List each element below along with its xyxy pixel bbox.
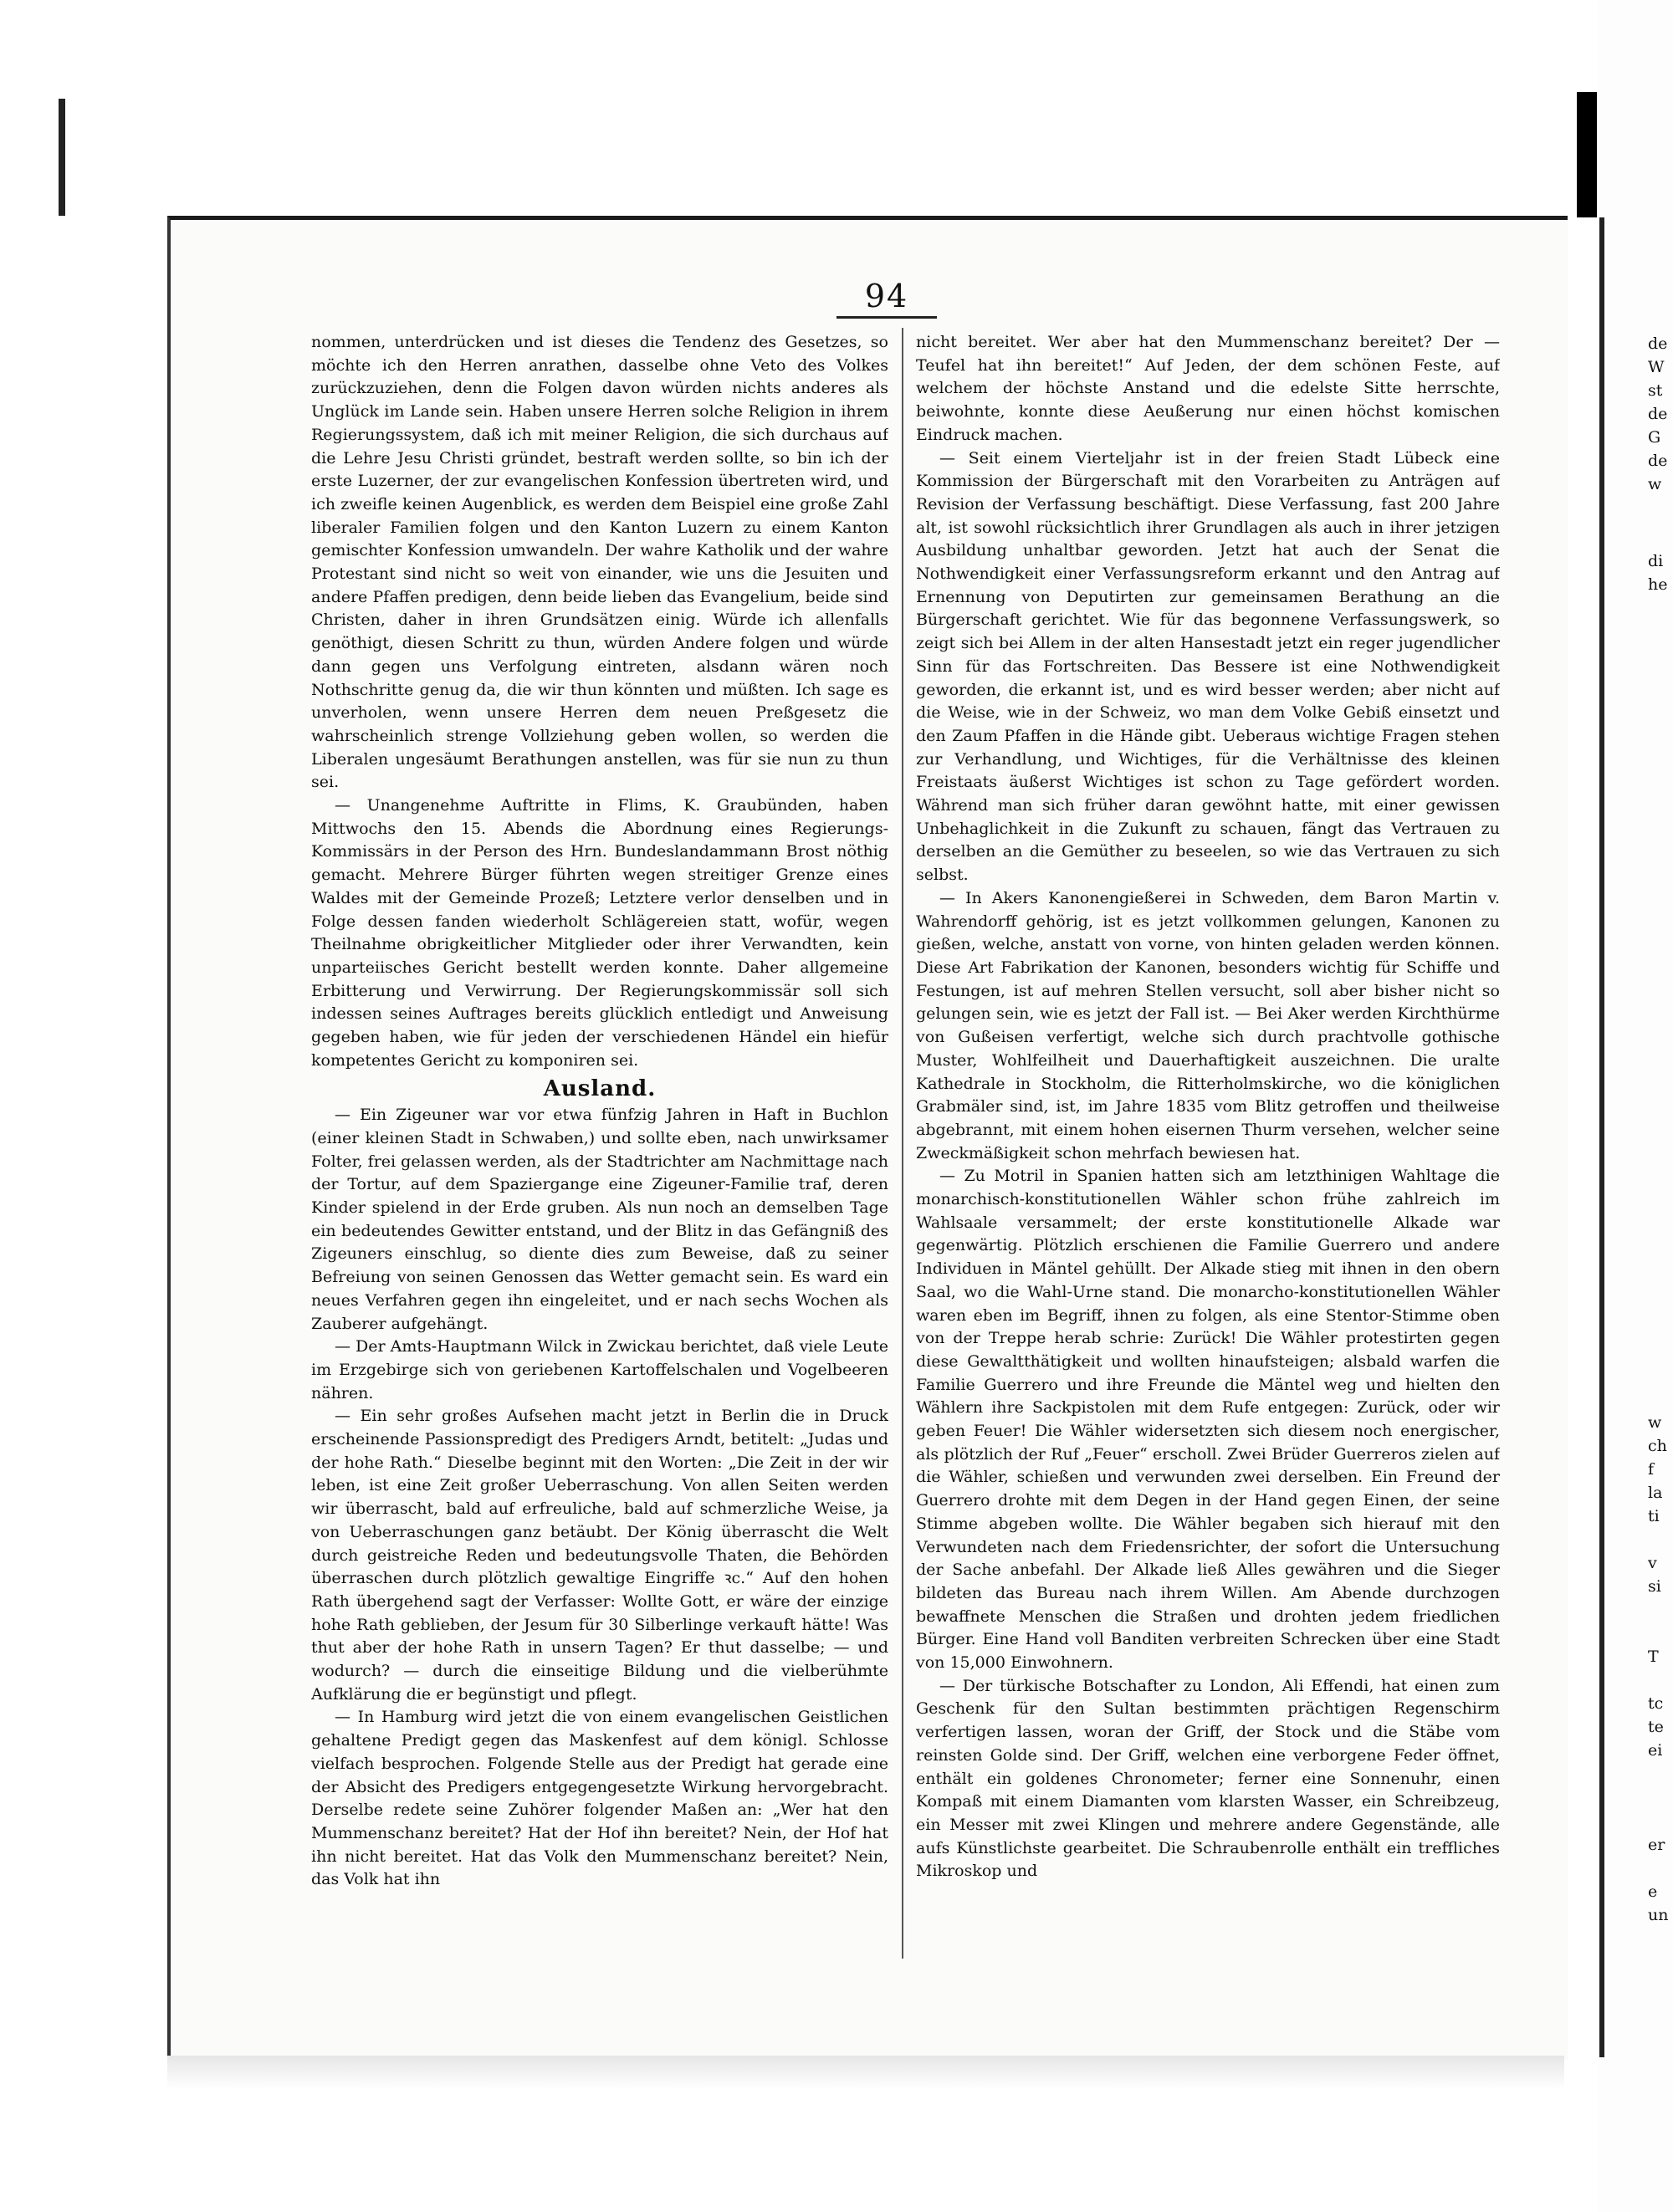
next-page-fragment: de bbox=[1648, 335, 1668, 353]
next-page-fragment: st bbox=[1648, 381, 1663, 400]
right-paragraph: — In Akers Kanonengießerei in Schweden, dem Baron Martin v. Wahrendorff gehörig, ist es jetzt vollkommen gelungen, Kanonen zu gießen, welche, anstatt von vorne, von hinten geladen werden können. Diese Art Fabrikation der Kanonen, besonders wichtig für Schiffe und Festungen, ist auf mehren Stellen versucht, soll aber bisher nicht so gelungen sein, wie es jetzt der Fall ist. — Bei Aker werden Kirchthürme von Gußeisen verfertigt, welche sich durch prachtvolle gothische Muster, Wohlfeilheit und Dauerhaftigkeit auszeichnen. Die uralte Kathedrale in Stockholm, die Ritterholmskirche, wo die königlichen Grabmäler sind, ist, im Jahre 1835 vom Blitz getroffen und theilweise abgebrannt, mit einem hohen eisernen Thurm versehen, welcher seine Zweckmäßigkeit schon mehrfach bewiesen hat. bbox=[916, 888, 1500, 1162]
page-bottom-edge bbox=[167, 2056, 1564, 2089]
next-page-fragment: G bbox=[1648, 428, 1661, 447]
page-number: 94 bbox=[864, 278, 909, 314]
next-page-fragment: w bbox=[1648, 475, 1662, 493]
next-page-fragment: di bbox=[1648, 552, 1664, 570]
column-divider bbox=[902, 328, 903, 1959]
scan-binding-line bbox=[1599, 217, 1604, 2057]
next-page-fragment: tc bbox=[1648, 1694, 1664, 1713]
right-paragraph: — Zu Motril in Spanien hatten sich am letzthinigen Wahltage die monarchisch-konstitutionellen Wähler schon frühe zahlreich im Wahlsaale versammelt; der erste konstitutionelle Alkade war gegenwärtig. Plötzlich erschienen die Familie Guerrero und andere Individuen in Mäntel gehüllt. Der Alkade stieg mit ihnen in den obern Saal, wo die Wahl-Urne stand. Die monarcho-konstitutionellen Wähler waren eben im Begriff, ihnen zu folgen, als eine Stentor-Stimme oben von der Treppe herab schrie: Zurück! Die Wähler protestirten gegen diese Gewaltthätigkeit und wollten hinaufsteigen; alsbald warfen die Familie Guerrero und ihre Freunde die Mäntel weg und hielten den Wählern ihre Sackpistolen mit dem Rufe entgegen: Zurück, oder wir geben Feuer! Die Wähler widersetzten sich diesem noch energischer, als plötzlich der Ruf „Feuer“ erscholl. Zwei Brüder Guerreros zielen auf die Wähler, schießen und verwunden zwei derselben. Ein Freund der Guerrero drohte mit dem Degen in der Hand gegen Einen, der seine Stimme abgeben wollte. Die Wähler begaben sich hierauf mit den Verwundeten nach dem Friedensrichter, der sofort die Untersuchung der Sache anbefahl. Der Alkade ließ Alles gewähren und die Sieger bildeten das Bureau nach ihrem Willen. Am Abende durchzogen bewaffnete Menschen die Straßen und drohten jedem friedlichen Bürger. Eine Hand voll Banditen verbreiten Schrecken über eine Stadt von 15,000 Einwohnern. bbox=[916, 1167, 1500, 1673]
next-page-fragment: ei bbox=[1648, 1741, 1663, 1760]
left-paragraph: — Unangenehme Auftritte in Flims, K. Graubünden, haben Mittwochs den 15. Abends die Abordnung eines Regierungs-Kommissärs in der Person des Hrn. Bundeslandammann Brost nöthig gemacht. Mehrere Bürger führten wegen streitiger Grenze eines Waldes mit der Gemeinde Prozeß; Letztere verlor denselben und in Folge dessen fanden wiederholt Schlägereien statt, wofür, wegen Theilnahme obrigkeitlicher Mitglieder oder ihrer Verwandten, kein unparteiisches Gericht bestellt werden konnte. Daher allgemeine Erbitterung und Verwirrung. Der Regierungskommissär soll sich indessen seines Auftrages bereits glücklich entledigt und Anweisung gegeben haben, wie für jeden der verschiedenen Händel ein hiefür kompetentes Gericht zu komponiren sei. bbox=[311, 796, 888, 1070]
section-heading: Ausland. bbox=[543, 1075, 657, 1101]
right-column bbox=[916, 331, 1500, 1962]
right-paragraph: — Seit einem Vierteljahr ist in der freien Stadt Lübeck eine Kommission der Bürgerschaft mit den Vorarbeiten zu Anträgen auf Revision der Verfassung beschäftigt. Diese Verfassung, fast 200 Jahre alt, ist sowohl rücksichtlich ihrer Grundlagen als auch in ihrer jetzigen Ausbildung unhaltbar geworden. Jetzt hat auch der Senat die Nothwendigkeit einer Verfassungsreform erkannt und den Antrag auf Ernennung von Deputirten zur gemeinsamen Berathung an die Bürgerschaft gerichtet. Wie für das begonnene Verfassungswerk, so zeigt sich bei Allem in der alten Hansestadt jetzt ein reger jugendlicher Sinn für das Fortschreiten. Das Bessere ist eine Nothwendigkeit geworden, die erkannt ist, und es wird besser werden; aber nicht auf die Weise, wie in der Schweiz, wo man dem Volke Gebiß einsetzt und den Zaum Pfaffen in die Hände gibt. Ueberaus wichtige Fragen stehen zur Verhandlung, und Wichtiges, für die Verhältnisse des kleinen Freistaats äußerst Wichtiges ist schon zu Tage gefördert worden. Während man sich früher daran gewöhnt hatte, mit einer gewissen Unbehaglichkeit in die Zukunft zu schauen, fängt das Vertrauen zu derselben an die Gemüther zu beseelen, so wie das Vertrauen zu sich selbst. bbox=[916, 448, 1500, 885]
right-paragraph: — Der türkische Botschafter zu London, Ali Effendi, hat einen zum Geschenk für den Sultan bestimmten prächtigen Regenschirm verfertigen lassen, woran der Griff, der Stock und die Stäbe vom reinsten Golde sind. Der Griff, welchen eine verborgene Feder öffnet, enthält ein goldenes Chronometer; ferner eine Sonnenuhr, einen Kompaß mit einem Diamanten vom klarsten Wasser, ein Schreibzeug, ein Messer mit zwei Klingen und mehrere andere Gegenstände, alle aufs Künstlichste gearbeitet. Die Schraubenrolle enthält ein treffliches Mikroskop und bbox=[916, 1676, 1500, 1881]
left-paragraph: nommen, unterdrücken und ist dieses die Tendenz des Gesetzes, so möchte ich den Herren anrathen, dasselbe ohne Veto des Volkes zurückzuziehen, denn die Folgen davon würden nichts anderes als Unglück im Lande sein. Haben unsere Herren solche Religion in ihrem Regierungssystem, daß ich mit meiner Religion, die sich durchaus auf die Lehre Jesu Christi gründet, bestraft werden sollte, so bin ich der erste Luzerner, der zur evangelischen Konfession übertreten wird, und ich zweifle keinen Augenblick, es werden dem Beispiel eine große Zahl liberaler Familien folgen und den Kanton Luzern zu einem Kanton gemischter Konfession umwandeln. Der wahre Katholik und der wahre Protestant sind nicht so weit von einander, wie uns die Jesuiten und andere Pfaffen predigen, denn beide lieben das Evangelium, beide sind Christen, daher in ihren Grundsätzen einig. Würde ich allenfalls genöthigt, diesen Schritt zu thun, würden Andere folgen und würde dann gegen uns Verfolgung eintreten, alsdann wären noch Nothschritte genug da, die wir thun könnten und müßten. Ich sage es unverholen, wenn unsere Herren dem neuen Preßgesetz die wahrscheinlich strenge Vollziehung geben wollen, so werden die Liberalen ungesäumt Berathungen anstellen, was für sie nun zu thun sei. bbox=[311, 333, 888, 792]
scan-top-strip bbox=[59, 99, 1583, 216]
next-page-fragment: w bbox=[1648, 1413, 1662, 1432]
next-page-fragment: ch bbox=[1648, 1437, 1667, 1455]
next-page-fragment: f bbox=[1648, 1460, 1655, 1479]
next-page-fragment: si bbox=[1648, 1577, 1661, 1596]
next-page-edge bbox=[1598, 0, 1673, 2212]
next-page-fragment: he bbox=[1648, 575, 1668, 594]
left-paragraph: — Der Amts-Hauptmann Wilck in Zwickau berichtet, daß viele Leute im Erzgebirge sich von geriebenen Kartoffelschalen und Vogelbeeren nähren. bbox=[311, 1337, 888, 1402]
left-column bbox=[311, 331, 888, 1962]
page-number-rule bbox=[836, 316, 937, 319]
next-page-fragment: de bbox=[1648, 405, 1668, 423]
next-page-fragment: er bbox=[1648, 1836, 1665, 1854]
next-page-fragment: e bbox=[1648, 1882, 1658, 1901]
scan-binding-bar bbox=[1577, 92, 1597, 217]
next-page-fragment: ti bbox=[1648, 1507, 1660, 1525]
right-paragraph: nicht bereitet. Wer aber hat den Mummenschanz bereitet? Der — Teufel hat ihn bereitet!“ Auf Jeden, der dem schönen Feste, auf welchem der höchste Anstand und die edelste Sitte herrschte, beiwohnte, konnte diese Aeußerung nur einen höchst komischen Eindruck machen. bbox=[916, 333, 1500, 444]
scan-left-margin bbox=[0, 0, 167, 2212]
next-page-fragment: de bbox=[1648, 452, 1668, 470]
next-page-fragment: v bbox=[1648, 1554, 1657, 1572]
left-paragraph: — In Hamburg wird jetzt die von einem evangelischen Geistlichen gehaltene Predigt gegen das Maskenfest auf dem königl. Schlosse vielfach besprochen. Folgende Stelle aus der Predigt hat gerade eine der Absicht des Predigers entgegengesetzte Wirkung hervorgebracht. Derselbe redete seine Zuhörer folgender Maßen an: „Wer hat den Mummenschanz bereitet? Hat der Hof ihn bereitet? Nein, der Hof hat ihn nicht bereitet. Hat das Volk den Mummenschanz bereitet? Nein, das Volk hat ihn bbox=[311, 1708, 888, 1889]
next-page-fragment: te bbox=[1648, 1718, 1664, 1736]
next-page-fragment: W bbox=[1648, 358, 1665, 376]
next-page-fragment: la bbox=[1648, 1484, 1663, 1502]
left-paragraph: — Ein sehr großes Aufsehen macht jetzt in Berlin die in Druck erscheinende Passionspredigt des Predigers Arndt, betitelt: „Judas und der hohe Rath.“ Dieselbe beginnt mit den Worten: „Die Zeit in der wir leben, ist eine Zeit großer Ueberraschung. Von allen Seiten werden wir überrascht, bald auf erfreuliche, bald auf schmerzliche Weise, ja von Ueberraschungen ganz betäubt. Der König überrascht die Welt durch geistreiche Reden und bedeutungsvolle Thaten, die Behörden überraschen durch plötzlich gewaltige Eingriffe ꝛc.“ Auf den hohen Rath übergehend sagt der Verfasser: Wollte Gott, er wäre der einzige hohe Rath geblieben, der Jesum für 30 Silberlinge verkauft hätte! Was thut aber der hohe Rath in unsern Tagen? Er thut dasselbe; — und wodurch? — durch die einseitige Bildung und die vielberühmte Aufklärung die er begünstigt und pflegt. bbox=[311, 1407, 888, 1704]
left-paragraph: — Ein Zigeuner war vor etwa fünfzig Jahren in Haft in Buchlon (einer kleinen Stadt in Schwaben,) und sollte eben, nach unwirksamer Folter, frei gelassen werden, als der Stadtrichter am Nachmittage nach der Tortur, auf dem Spaziergange eine Zigeuner-Familie traf, deren Kinder spielend in der Erde gruben. Als nun noch an demselben Tage ein bedeutendes Gewitter entstand, und der Blitz in das Gefängniß des Zigeuners einschlug, so diente dies zum Beweise, daß zu seiner Befreiung von seinen Genossen das Wetter gemacht sein. Es ward ein neues Verfahren gegen ihn eingeleitet, und er nach sechs Wochen als Zauberer aufgehängt. bbox=[311, 1106, 888, 1333]
next-page-fragment: T bbox=[1648, 1648, 1659, 1666]
next-page-fragment: un bbox=[1648, 1906, 1669, 1924]
